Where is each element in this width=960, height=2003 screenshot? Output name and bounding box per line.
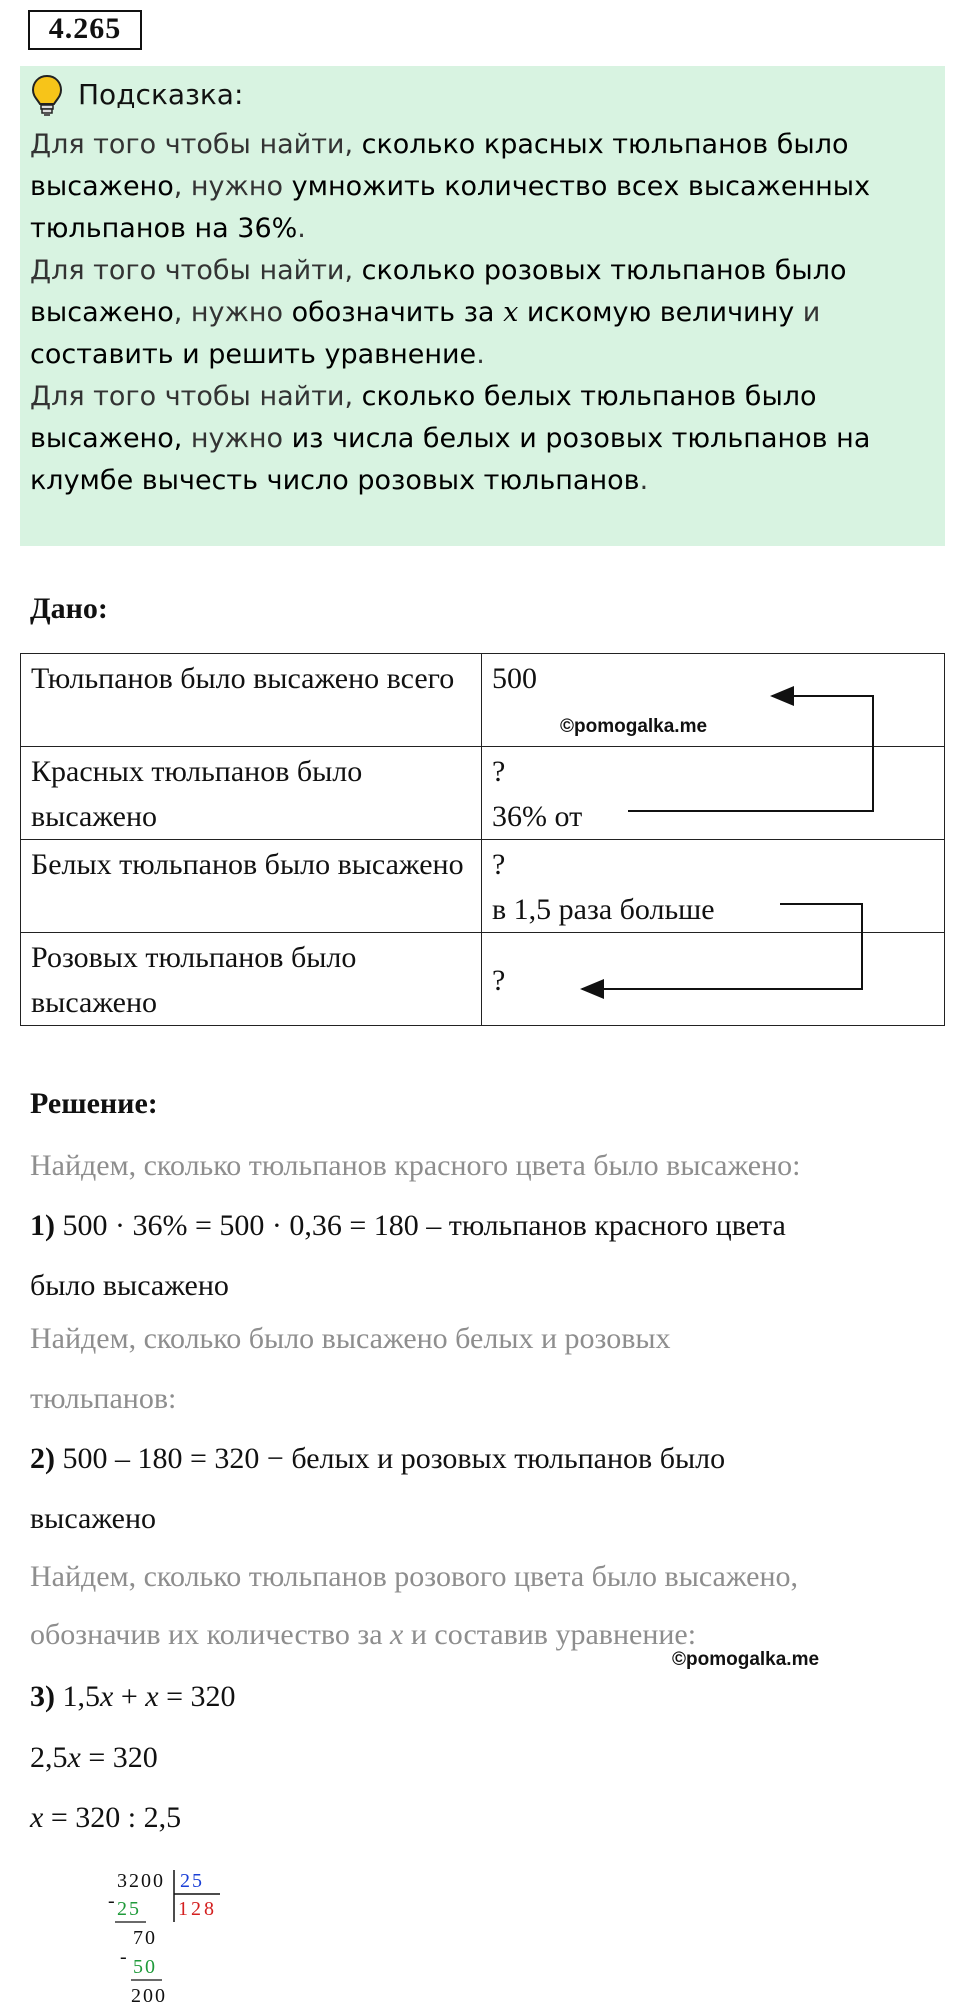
quotient: 128 [178, 1898, 217, 1920]
solution-comment-2: Найдем, сколько было высажено белых и розовых [30, 1322, 671, 1355]
minus-sign: - [108, 1890, 115, 1912]
solution-comment-3: Найдем, сколько тюльпанов розового цвета было высажено, [30, 1560, 799, 1593]
solution-step-2-cont: высажено [30, 1502, 157, 1535]
task-number: 4.265 [28, 10, 142, 50]
watermark: ©pomogalka.me [672, 1649, 820, 1670]
row-value: 500 [482, 654, 945, 747]
hint-paragraph-red: Для того чтобы найти, сколько красных тюльпанов было высажено, нужно умножить количество всех высаженных тюльпанов на 36%. [30, 129, 871, 244]
equation-3: x = 320 : 2,5 [30, 1801, 182, 1834]
row-value: ? 36% от [482, 747, 945, 840]
solution-step-2: 2) 500 – 180 = 320 − белых и розовых тюльпанов было [30, 1442, 726, 1475]
long-division [100, 1862, 260, 2002]
solution-comment-1: Найдем, сколько тюльпанов красного цвета было высажено: [30, 1149, 801, 1182]
arrow-white-to-pink [582, 904, 862, 989]
row-label: Розовых тюльпанов было высажено [21, 933, 482, 1026]
solution-step-1: 1) 500 · 36% = 500 · 0,36 = 180 – тюльпанов красного цвета [30, 1209, 786, 1242]
solution-comment-3-cont: обозначив их количество за x и составив уравнение: [30, 1618, 697, 1651]
row-label: Белых тюльпанов было высажено [21, 840, 482, 933]
divisor: 25 [180, 1870, 204, 1892]
arrow-red-to-total [628, 696, 873, 811]
row-label: Тюльпанов было высажено всего [21, 654, 482, 747]
remainder-1: 70 [133, 1927, 157, 1949]
dividend: 3200 [117, 1870, 165, 1892]
row-label: Красных тюльпанов было высажено [21, 747, 482, 840]
solution-step-3: 3) 1,5x + x = 320 [30, 1680, 236, 1713]
given-title: Дано: [30, 592, 108, 625]
hint-paragraph-white: Для того чтобы найти, сколько белых тюльпанов было высажено, нужно из числа белых и розовых тюльпанов на клумбе вычесть число розовых тюльпанов. [30, 381, 871, 496]
subtrahend-1: 25 [117, 1898, 141, 1920]
solution-step-1-cont: было высажено [30, 1269, 229, 1302]
watermark: ©pomogalka.me [560, 716, 708, 737]
equation-2: 2,5x = 320 [30, 1741, 158, 1774]
solution-title: Решение: [30, 1087, 158, 1120]
subtrahend-2: 50 [133, 1956, 157, 1978]
minus-sign: - [120, 1946, 127, 1968]
row-value: ? в 1,5 раза больше [482, 840, 945, 933]
hint-title: Подсказка: [78, 78, 244, 111]
solution-comment-2-cont: тюльпанов: [30, 1382, 177, 1415]
row-value: ? [482, 933, 945, 1026]
hint-paragraph-pink: Для того чтобы найти, сколько розовых тюльпанов было высажено, нужно обозначить за x искомую величину и составить и решить уравнение. [30, 255, 847, 370]
remainder-2: 200 [131, 1985, 167, 2002]
